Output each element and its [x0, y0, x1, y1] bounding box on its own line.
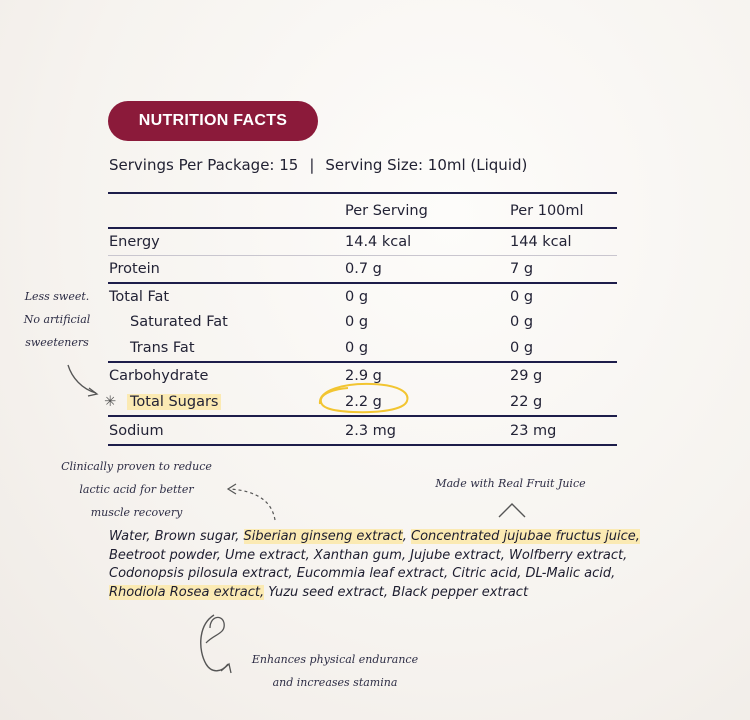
endurance-loop [206, 617, 224, 643]
row-label: Trans Fat [130, 340, 195, 356]
row-per-100ml: 144 kcal [510, 234, 572, 250]
row-per-100ml: 23 mg [510, 422, 557, 439]
serving-size: Serving Size: 10ml (Liquid) [325, 156, 528, 174]
row-per-serving: 2.2 g [345, 393, 382, 410]
row-per-100ml: 0 g [510, 340, 534, 356]
column-header-per-100ml: Per 100ml [510, 202, 584, 219]
clinically-arrow [230, 489, 275, 520]
nutrition-facts-badge: NUTRITION FACTS [108, 101, 318, 141]
row-label: Energy [109, 234, 160, 250]
row-label: Saturated Fat [130, 314, 228, 330]
column-header-per-serving: Per Serving [345, 202, 428, 219]
row-per-100ml: 29 g [510, 367, 543, 384]
highlight-jujubae-juice: Concentrated jujubae fructus juice, [411, 529, 640, 544]
ingredients-line-2: Beetroot powder, Ume extract, Xanthan gum, Jujube extract, Wolfberry extract, [109, 547, 628, 563]
chevron-up-icon [499, 504, 525, 517]
row-per-serving: 14.4 kcal [345, 234, 412, 250]
row-label: Sodium [109, 422, 164, 439]
highlight-circle [320, 384, 408, 412]
row-per-serving: 2.3 mg [345, 422, 396, 439]
row-per-100ml: 7 g [510, 261, 534, 277]
row-per-100ml: 0 g [510, 288, 534, 305]
annotation-clinically-proven: Clinically proven to reduce lactic acid for better muscle recovery [61, 460, 212, 519]
row-per-serving: 0 g [345, 340, 369, 356]
row-label: Protein [109, 261, 160, 277]
servings-separator: | [309, 156, 315, 174]
annotation-endurance: Enhances physical endurance and increases stamina [251, 653, 419, 689]
highlight-rhodiola-rosea: Rhodiola Rosea extract, [109, 584, 265, 600]
annotation-less-sweet: Less sweet. No artificial sweeteners [23, 290, 91, 349]
row-per-serving: 0.7 g [345, 261, 382, 277]
less-sweet-arrow [68, 365, 96, 393]
row-per-serving: 0 g [345, 288, 369, 305]
annotation-real-fruit-juice: Made with Real Fruit Juice [435, 477, 586, 490]
highlight-siberian-ginseng: Siberian ginseng extract [243, 529, 403, 544]
row-per-serving: 0 g [345, 314, 369, 330]
row-label: Total Sugars [127, 394, 221, 410]
row-per-serving: 2.9 g [345, 367, 382, 384]
ingredients-line-4: Rhodiola Rosea extract, Yuzu seed extract, Black pepper extract [109, 584, 529, 600]
row-per-100ml: 0 g [510, 314, 534, 330]
ingredients-line-1: Water, Brown sugar, Siberian ginseng extract, Concentrated jujubae fructus juice, [109, 529, 640, 544]
row-label: Total Fat [109, 288, 170, 305]
ingredients-line-3: Codonopsis pilosula extract, Eucommia leaf extract, Citric acid, DL-Malic acid, [109, 566, 616, 581]
row-label: Carbohydrate [109, 367, 209, 384]
servings-per-package: Servings Per Package: 15 [109, 156, 299, 174]
asterisk-icon: ✳ [104, 393, 117, 410]
row-per-100ml: 22 g [510, 393, 543, 410]
